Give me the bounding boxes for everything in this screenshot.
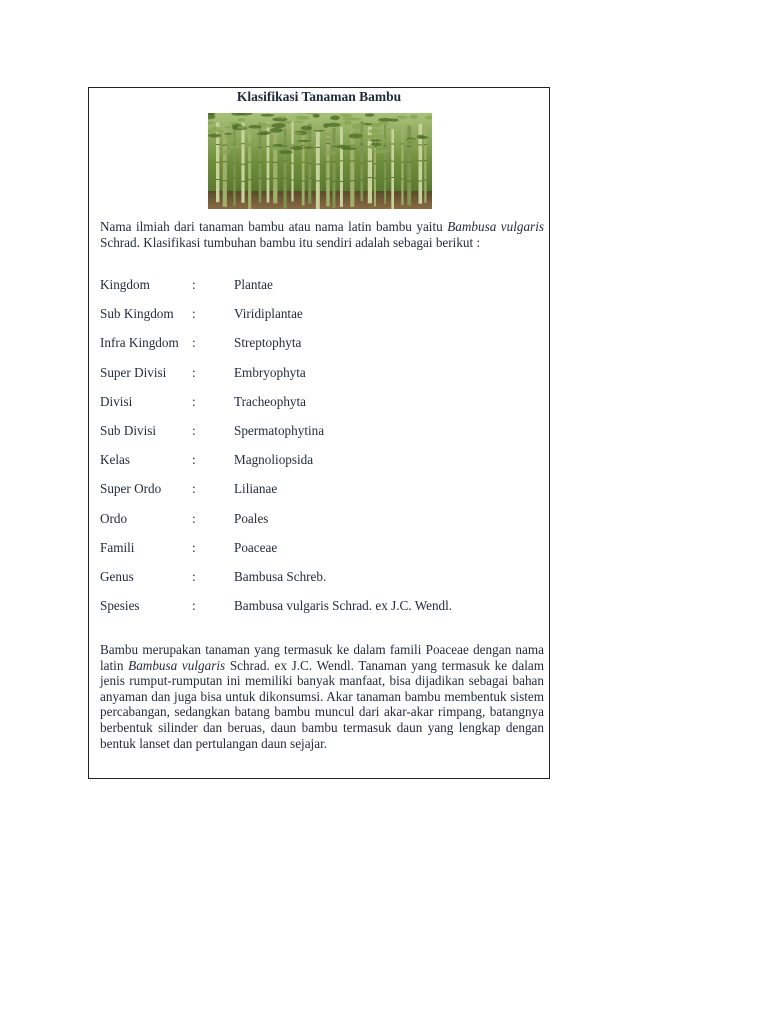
document-frame — [88, 87, 550, 779]
classification-row — [100, 365, 540, 394]
classification-row — [100, 277, 540, 306]
classification-colon: : — [192, 510, 196, 526]
classification-value: Lilianae — [234, 481, 278, 497]
classification-label: Super Divisi — [100, 364, 167, 380]
classification-value: Tracheophyta — [234, 393, 307, 409]
intro-text-end: Schrad. Klasifikasi tumbuhan bambu itu sendiri adalah sebagai berikut : — [100, 234, 481, 250]
classification-row — [100, 335, 540, 364]
classification-label: Spesies — [100, 598, 140, 614]
classification-label: Divisi — [100, 393, 133, 409]
classification-row — [100, 511, 540, 540]
classification-label: Famili — [100, 539, 135, 555]
intro-text-start: Nama ilmiah dari tanaman bambu atau nama latin bambu yaitu — [100, 219, 448, 234]
intro-scientific-name: Bambusa vulgaris — [447, 219, 544, 234]
classification-row — [100, 540, 540, 569]
classification-label: Kelas — [100, 452, 131, 468]
classification-value: Streptophyta — [234, 335, 302, 351]
closing-text-end: Schrad. ex J.C. Wendl. Tanaman yang termasuk ke dalam jenis rumput-rumputan ini memiliki banyak manfaat, bisa dijadikan sebagai bahan anyaman dan juga bisa untuk dikonsumsi. Akar tanaman bambu membentuk sistem percabangan, sedangkan batang bambu muncul dari akar-akar rimpang, batangnya berbentuk silinder dan beruas, daun bambu termasuk daun yang lengkap dengan bentuk lanset dan pertulangan daun sejajar. — [100, 657, 544, 751]
classification-row — [100, 598, 540, 627]
classification-colon: : — [192, 422, 196, 438]
classification-row — [100, 394, 540, 423]
classification-value: Plantae — [234, 277, 273, 292]
classification-value: Embryophyta — [234, 364, 306, 380]
classification-value: Bambusa vulgaris Schrad. ex J.C. Wendl. — [234, 598, 453, 614]
classification-colon: : — [192, 364, 196, 380]
classification-label: Kingdom — [100, 277, 150, 292]
classification-label: Sub Divisi — [100, 422, 157, 438]
classification-value: Viridiplantae — [234, 306, 303, 322]
classification-row — [100, 423, 540, 452]
classification-colon: : — [192, 277, 196, 292]
classification-label: Infra Kingdom — [100, 335, 179, 351]
classification-row — [100, 306, 540, 335]
closing-paragraph — [100, 642, 544, 751]
classification-row — [100, 481, 540, 510]
closing-text-start: Bambu merupakan tanaman yang termasuk ke dalam famili Poaceae dengan nama latin — [100, 642, 544, 673]
classification-value: Poaceae — [234, 539, 278, 555]
classification-colon: : — [192, 568, 196, 584]
classification-colon: : — [192, 539, 196, 555]
classification-value: Magnoliopsida — [234, 452, 314, 468]
classification-row — [100, 452, 540, 481]
classification-colon: : — [192, 481, 196, 497]
classification-value: Bambusa Schreb. — [234, 568, 327, 584]
classification-colon: : — [192, 306, 196, 322]
classification-value: Spermatophytina — [234, 422, 325, 438]
classification-colon: : — [192, 452, 196, 468]
classification-label: Ordo — [100, 510, 128, 526]
closing-scientific-name: Bambusa vulgaris — [128, 657, 226, 673]
classification-colon: : — [192, 393, 196, 409]
classification-label: Super Ordo — [100, 481, 162, 497]
classification-label: Genus — [100, 568, 134, 584]
bamboo-grove-photo — [208, 113, 432, 209]
classification-value: Poales — [234, 510, 269, 526]
classification-row — [100, 569, 540, 598]
classification-colon: : — [192, 598, 196, 614]
classification-label: Sub Kingdom — [100, 306, 174, 322]
classification-colon: : — [192, 335, 196, 351]
document-title: Klasifikasi Tanaman Bambu — [236, 89, 402, 104]
intro-paragraph — [100, 219, 544, 250]
classification-table — [100, 277, 540, 627]
